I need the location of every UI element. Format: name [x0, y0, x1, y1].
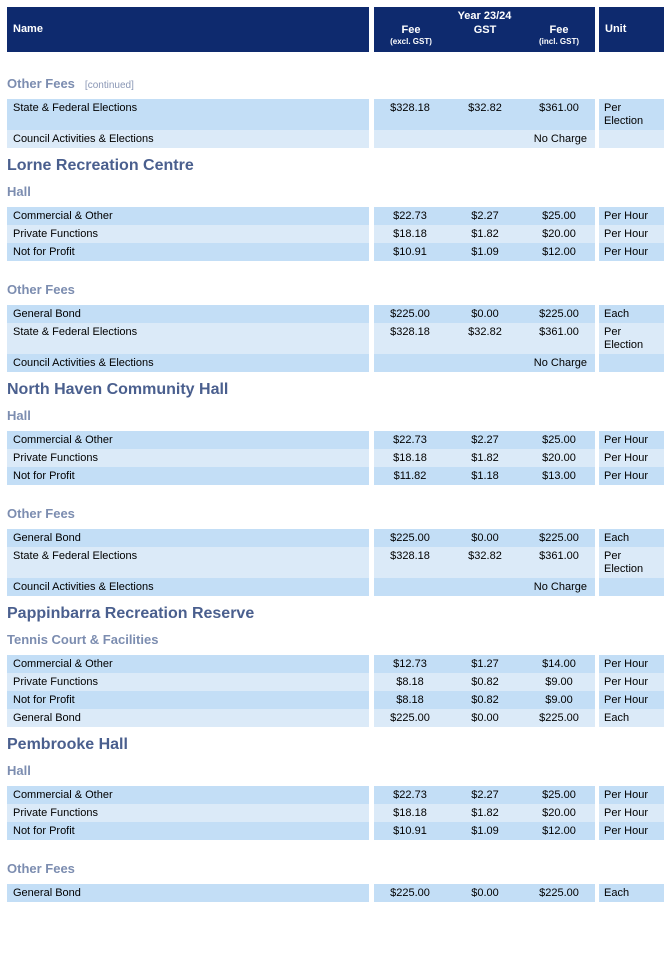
table-row [7, 691, 664, 709]
name-cell [7, 691, 369, 709]
fee-incl-gst: $225.00 [539, 712, 579, 724]
fee-cell [374, 449, 595, 467]
fee-excl-gst: $22.73 [393, 434, 427, 446]
fee-name: General Bond [13, 308, 81, 320]
header-unit-cell [599, 7, 664, 52]
fee-name: Private Functions [13, 452, 98, 464]
fee-name: Council Activities & Elections [13, 581, 154, 593]
table-row [7, 529, 664, 547]
gst-amount: $0.00 [471, 887, 499, 899]
unit-cell [599, 225, 664, 243]
gst-amount: $1.27 [471, 658, 499, 670]
header-gst [448, 24, 522, 36]
subsection-title-text: Hall [7, 184, 31, 199]
name-cell [7, 786, 369, 804]
table-row [7, 354, 664, 372]
fee-excl-gst: $22.73 [393, 789, 427, 801]
subsection-title-text: Hall [7, 408, 31, 423]
subsection-title-text: Other Fees [7, 76, 75, 91]
table-row [7, 709, 664, 727]
fee-cell [374, 709, 595, 727]
subsection-title [7, 861, 75, 876]
fee-cell [374, 578, 595, 596]
unit-cell [599, 323, 664, 354]
fee-name: Commercial & Other [13, 658, 113, 670]
fee-incl-gst: $12.00 [542, 825, 576, 837]
fee-incl-gst: $9.00 [545, 694, 573, 706]
gst-amount: $0.00 [471, 712, 499, 724]
unit-cell [599, 822, 664, 840]
fee-cell [374, 673, 595, 691]
fee-cell [374, 225, 595, 243]
fee-excl-gst: $12.73 [393, 658, 427, 670]
unit-label: Per Hour [604, 807, 649, 819]
subsection-title [7, 282, 75, 297]
table-row [7, 673, 664, 691]
no-charge-label: No Charge [533, 133, 587, 145]
table-row [7, 431, 664, 449]
subsection-title [7, 76, 134, 91]
gst-amount: $0.82 [471, 694, 499, 706]
gst-amount: $2.27 [471, 434, 499, 446]
fee-excl-gst: $18.18 [393, 807, 427, 819]
header-fee-incl-note: (incl. GST) [539, 37, 579, 46]
fee-excl-gst: $8.18 [396, 676, 424, 688]
gst-amount: $0.82 [471, 676, 499, 688]
unit-label: Per Election [604, 102, 644, 127]
fee-excl-gst: $11.82 [393, 470, 427, 482]
fee-incl-gst: $361.00 [539, 326, 579, 338]
fee-excl-gst: $10.91 [393, 825, 427, 837]
name-cell [7, 207, 369, 225]
fee-incl-gst: $225.00 [539, 532, 579, 544]
unit-cell [599, 547, 664, 578]
header-name: Name [13, 23, 43, 35]
fee-incl-gst: $25.00 [542, 789, 576, 801]
table-row [7, 467, 664, 485]
fee-name: Private Functions [13, 228, 98, 240]
fee-excl-gst: $328.18 [390, 550, 430, 562]
table-row [7, 804, 664, 822]
unit-label: Per Hour [604, 825, 649, 837]
fee-incl-gst: $20.00 [542, 452, 576, 464]
unit-cell [599, 449, 664, 467]
name-cell [7, 578, 369, 596]
fee-name: Commercial & Other [13, 210, 113, 222]
unit-label: Per Hour [604, 676, 649, 688]
fee-name: Council Activities & Elections [13, 133, 154, 145]
unit-label: Per Hour [604, 228, 649, 240]
name-cell [7, 709, 369, 727]
unit-label: Per Hour [604, 470, 649, 482]
name-cell [7, 449, 369, 467]
table-row [7, 578, 664, 596]
fee-cell [374, 99, 595, 130]
subsection-title [7, 763, 31, 778]
fee-cell [374, 804, 595, 822]
fee-cell [374, 354, 595, 372]
gst-amount: $32.82 [468, 102, 502, 114]
fee-incl-gst: $225.00 [539, 308, 579, 320]
gst-amount: $1.82 [471, 807, 499, 819]
subsection-title [7, 506, 75, 521]
fee-name: State & Federal Elections [13, 102, 138, 114]
fee-cell [374, 822, 595, 840]
unit-label: Per Hour [604, 789, 649, 801]
fee-name: Private Functions [13, 676, 98, 688]
fee-excl-gst: $328.18 [390, 102, 430, 114]
table-row [7, 305, 664, 323]
unit-cell [599, 786, 664, 804]
unit-label: Per Hour [604, 694, 649, 706]
header-fee-excl [374, 24, 448, 47]
unit-label: Each [604, 712, 630, 724]
section-title: Pappinbarra Recreation Reserve [7, 605, 255, 622]
fee-name: Private Functions [13, 807, 98, 819]
fee-cell [374, 884, 595, 902]
table-row [7, 822, 664, 840]
gst-amount: $0.00 [471, 532, 499, 544]
fee-name: State & Federal Elections [13, 550, 138, 562]
name-cell [7, 323, 369, 354]
header-name-cell [7, 7, 369, 52]
no-charge-label: No Charge [533, 357, 587, 369]
section-title: Lorne Recreation Centre [7, 157, 194, 174]
section-title: North Haven Community Hall [7, 381, 229, 398]
unit-cell [599, 305, 664, 323]
gst-amount: $1.09 [471, 246, 499, 258]
continued-note: [continued] [84, 80, 134, 91]
gst-amount: $32.82 [468, 550, 502, 562]
unit-cell [599, 709, 664, 727]
no-charge-label: No Charge [533, 581, 587, 593]
subsection-title [7, 184, 31, 199]
table-row [7, 449, 664, 467]
name-cell [7, 225, 369, 243]
name-cell [7, 673, 369, 691]
header-fee-incl [522, 24, 596, 47]
unit-cell [599, 655, 664, 673]
unit-label: Per Hour [604, 452, 649, 464]
fee-name: Council Activities & Elections [13, 357, 154, 369]
fee-cell [374, 243, 595, 261]
fee-name: General Bond [13, 532, 81, 544]
subsection-title [7, 408, 31, 423]
fee-name: Not for Profit [13, 694, 75, 706]
gst-amount: $0.00 [471, 308, 499, 320]
unit-cell [599, 467, 664, 485]
gst-amount: $2.27 [471, 789, 499, 801]
fee-incl-gst: $225.00 [539, 887, 579, 899]
name-cell [7, 99, 369, 130]
header-fee-excl-label: Fee [401, 24, 421, 36]
unit-cell [599, 529, 664, 547]
table-row [7, 99, 664, 130]
gst-amount: $1.82 [471, 228, 499, 240]
subsection-title-text: Other Fees [7, 861, 75, 876]
unit-label: Each [604, 308, 630, 320]
fee-name: Not for Profit [13, 470, 75, 482]
gst-amount: $1.09 [471, 825, 499, 837]
unit-label: Per Hour [604, 210, 649, 222]
header-year-cell [374, 7, 595, 52]
table-row [7, 323, 664, 354]
name-cell [7, 655, 369, 673]
fee-excl-gst: $225.00 [390, 712, 430, 724]
unit-cell [599, 207, 664, 225]
unit-label: Per Hour [604, 658, 649, 670]
name-cell [7, 243, 369, 261]
fee-cell [374, 467, 595, 485]
fee-cell [374, 431, 595, 449]
name-cell [7, 431, 369, 449]
fee-cell [374, 323, 595, 354]
unit-cell [599, 243, 664, 261]
name-cell [7, 529, 369, 547]
subsection-title-text: Other Fees [7, 282, 75, 297]
fee-incl-gst: $361.00 [539, 550, 579, 562]
gst-amount: $32.82 [468, 326, 502, 338]
table-row [7, 207, 664, 225]
fee-excl-gst: $225.00 [390, 308, 430, 320]
unit-label: Per Hour [604, 246, 649, 258]
name-cell [7, 884, 369, 902]
fee-incl-gst: $9.00 [545, 676, 573, 688]
unit-label: Each [604, 532, 630, 544]
fee-name: General Bond [13, 712, 81, 724]
fee-excl-gst: $18.18 [393, 452, 427, 464]
fee-excl-gst: $8.18 [396, 694, 424, 706]
fee-incl-gst: $25.00 [542, 434, 576, 446]
fee-excl-gst: $225.00 [390, 532, 430, 544]
name-cell [7, 467, 369, 485]
unit-label: Per Election [604, 326, 644, 351]
fee-cell [374, 547, 595, 578]
unit-cell [599, 578, 664, 596]
unit-cell [599, 130, 664, 148]
gst-amount: $1.82 [471, 452, 499, 464]
name-cell [7, 305, 369, 323]
fee-excl-gst: $225.00 [390, 887, 430, 899]
unit-cell [599, 673, 664, 691]
fee-name: General Bond [13, 887, 81, 899]
subsection-title-text: Tennis Court & Facilities [7, 632, 159, 647]
fee-excl-gst: $18.18 [393, 228, 427, 240]
fee-name: Not for Profit [13, 825, 75, 837]
fee-incl-gst: $20.00 [542, 228, 576, 240]
fee-cell [374, 786, 595, 804]
fee-cell [374, 207, 595, 225]
fee-incl-gst: $25.00 [542, 210, 576, 222]
table-row [7, 884, 664, 902]
fee-cell [374, 305, 595, 323]
fee-name: Not for Profit [13, 246, 75, 258]
table-row [7, 655, 664, 673]
fee-cell [374, 655, 595, 673]
header-gst-label: GST [473, 24, 497, 36]
gst-amount: $2.27 [471, 210, 499, 222]
table-row [7, 786, 664, 804]
unit-cell [599, 804, 664, 822]
fee-cell [374, 130, 595, 148]
name-cell [7, 804, 369, 822]
fee-name: Commercial & Other [13, 434, 113, 446]
unit-cell [599, 99, 664, 130]
section-title: Pembrooke Hall [7, 736, 128, 753]
fee-excl-gst: $328.18 [390, 326, 430, 338]
fee-incl-gst: $20.00 [542, 807, 576, 819]
fee-incl-gst: $14.00 [542, 658, 576, 670]
gst-amount: $1.18 [471, 470, 499, 482]
header-fee-excl-note: (excl. GST) [390, 37, 432, 46]
header-unit: Unit [605, 23, 627, 35]
name-cell [7, 354, 369, 372]
subsection-title [7, 632, 158, 647]
fee-cell [374, 691, 595, 709]
header-year: Year 23/24 [457, 10, 512, 22]
table-row [7, 130, 664, 148]
unit-cell [599, 354, 664, 372]
unit-label: Per Election [604, 550, 644, 575]
fee-excl-gst: $10.91 [393, 246, 427, 258]
unit-cell [599, 691, 664, 709]
fee-name: State & Federal Elections [13, 326, 138, 338]
fee-cell [374, 529, 595, 547]
table-header [7, 7, 664, 52]
unit-cell [599, 431, 664, 449]
table-row [7, 547, 664, 578]
header-fee-incl-label: Fee [549, 24, 569, 36]
subsection-title-text: Other Fees [7, 506, 75, 521]
table-row [7, 243, 664, 261]
unit-label: Per Hour [604, 434, 649, 446]
fee-incl-gst: $361.00 [539, 102, 579, 114]
fee-name: Commercial & Other [13, 789, 113, 801]
fee-incl-gst: $12.00 [542, 246, 576, 258]
subsection-title-text: Hall [7, 763, 31, 778]
fee-incl-gst: $13.00 [542, 470, 576, 482]
table-row [7, 225, 664, 243]
unit-label: Each [604, 887, 630, 899]
name-cell [7, 547, 369, 578]
name-cell [7, 822, 369, 840]
unit-cell [599, 884, 664, 902]
name-cell [7, 130, 369, 148]
fee-excl-gst: $22.73 [393, 210, 427, 222]
